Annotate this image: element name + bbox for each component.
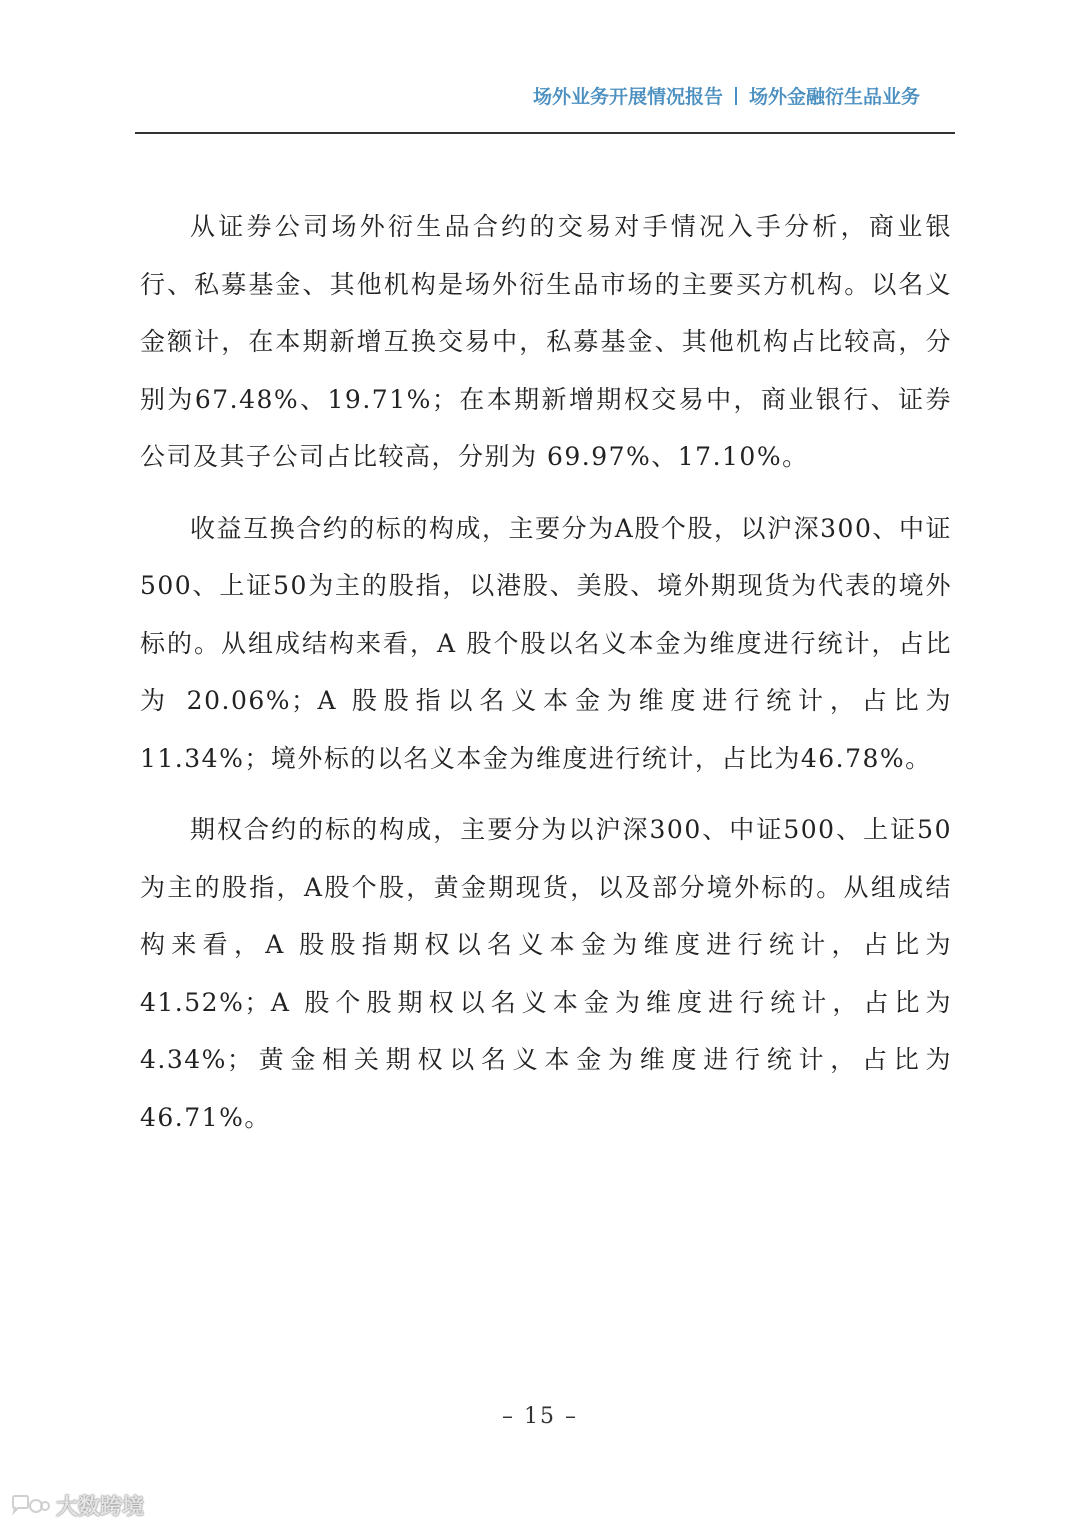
paragraph-counterparties: 从证券公司场外衍生品合约的交易对手情况入手分析，商业银行、私募基金、其他机构是场外衍生品市场的主要买方机构。以名义金额计，在本期新增互换交易中，私募基金、其他机构占比较高，分别为67.48%、19.71%；在本期新增期权交易中，商业银行、证券公司及其子公司占比较高，分别为 69.97%、17.10%。 [140,212,952,471]
header-rule [135,132,955,134]
paragraph-option-underlyings: 期权合约的标的构成，主要分为以沪深300、中证500、上证50为主的股指，A股个股，黄金期现货，以及部分境外标的。从组成结构来看，A 股股指期权以名义本金为维度进行统计，占比为 41.52%；A 股个股期权以名义本金为维度进行统计，占比为4.34%；黄金相关期权以名义本金为维度进行统计，占比为46.71%。 [140,815,952,1132]
body-text [140,198,952,1160]
report-title: 场外业务开展情况报告 [532,86,723,108]
page-number: – 15 – [502,1404,578,1429]
section-title: 场外金融衍生品业务 [748,86,920,108]
paragraph-swap-underlyings: 收益互换合约的标的构成，主要分为A股个股，以沪深300、中证500、上证50为主的股指，以港股、美股、境外期现货为代表的境外标的。从组成结构来看，A 股个股以名义本金为维度进行统计，占比为 20.06%；A 股股指以名义本金为维度进行统计，占比为 11.34%；境外标的以名义本金为维度进行统计，占比为46.78%。 [140,513,952,773]
page-header [533,82,920,109]
watermark-text: 大数跨境 [56,1495,145,1520]
watermark [10,1490,144,1521]
header-separator [735,87,737,105]
chat-bubble-logo-icon [10,1494,50,1518]
